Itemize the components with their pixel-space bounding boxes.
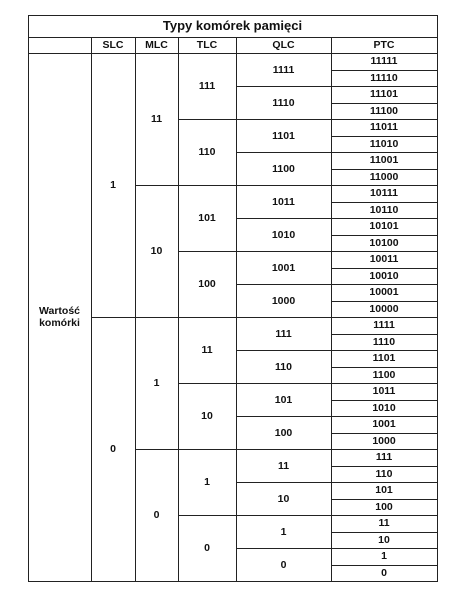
grid-line-h xyxy=(135,317,179,318)
grid-line-h xyxy=(331,301,438,302)
grid-line-h xyxy=(331,86,438,87)
qlc-cell: 1110 xyxy=(272,96,295,109)
ptc-cell: 10100 xyxy=(369,236,399,249)
grid-line-h xyxy=(331,449,438,450)
qlc-cell: 11 xyxy=(277,459,290,472)
grid-line-h xyxy=(28,53,438,54)
grid-line-v xyxy=(28,15,29,582)
ptc-cell: 1000 xyxy=(372,434,396,447)
grid-line-h xyxy=(236,548,332,549)
grid-line-h xyxy=(236,86,332,87)
ptc-cell: 10101 xyxy=(369,220,399,233)
grid-line-h xyxy=(178,449,237,450)
grid-line-h xyxy=(331,218,438,219)
grid-line-h xyxy=(331,103,438,104)
ptc-cell: 11100 xyxy=(369,104,399,117)
ptc-cell: 111 xyxy=(375,451,393,464)
grid-line-h xyxy=(331,350,438,351)
ptc-cell: 10001 xyxy=(369,286,399,299)
grid-line-h xyxy=(178,515,237,516)
ptc-cell: 1010 xyxy=(372,401,396,414)
ptc-cell: 11101 xyxy=(369,88,399,101)
qlc-cell: 101 xyxy=(274,393,293,406)
grid-line-h xyxy=(331,136,438,137)
tlc-cell: 10 xyxy=(201,410,213,422)
grid-line-h xyxy=(236,449,332,450)
grid-line-h xyxy=(331,185,438,186)
grid-line-v xyxy=(135,37,136,582)
ptc-cell: 1111 xyxy=(373,319,395,332)
grid-line-h xyxy=(236,284,332,285)
qlc-cell: 110 xyxy=(275,360,292,373)
grid-line-h xyxy=(236,350,332,351)
grid-line-h xyxy=(331,367,438,368)
qlc-cell: 1111 xyxy=(272,63,295,76)
mlc-cell: 11 xyxy=(150,113,163,125)
grid-line-h xyxy=(331,532,438,533)
ptc-cell: 10110 xyxy=(369,203,399,216)
ptc-cell: 10011 xyxy=(369,253,399,266)
grid-line-h xyxy=(178,251,237,252)
ptc-cell: 10010 xyxy=(369,269,399,282)
slc-cell: 1 xyxy=(110,179,116,191)
header-slc: SLC xyxy=(102,39,124,51)
ptc-cell: 1101 xyxy=(372,352,396,365)
grid-line-h xyxy=(236,251,332,252)
qlc-cell: 111 xyxy=(275,327,292,340)
grid-line-h xyxy=(331,235,438,236)
grid-line-h xyxy=(236,515,332,516)
grid-line-h xyxy=(331,152,438,153)
ptc-cell: 0 xyxy=(381,566,387,579)
ptc-cell: 11110 xyxy=(370,71,398,84)
mlc-cell: 0 xyxy=(153,509,160,521)
ptc-cell: 1001 xyxy=(372,418,396,431)
ptc-cell: 110 xyxy=(375,467,393,480)
ptc-cell: 10 xyxy=(378,533,390,546)
grid-line-h xyxy=(236,317,332,318)
grid-line-h xyxy=(178,119,237,120)
grid-line-h xyxy=(331,548,438,549)
ptc-cell: 1110 xyxy=(372,335,396,348)
grid-line-h xyxy=(28,581,438,582)
qlc-cell: 0 xyxy=(280,558,287,571)
qlc-cell: 1011 xyxy=(272,195,295,208)
qlc-cell: 100 xyxy=(274,426,293,439)
grid-line-h xyxy=(331,202,438,203)
qlc-cell: 1100 xyxy=(272,162,295,175)
ptc-cell: 11 xyxy=(378,517,390,530)
grid-line-h xyxy=(236,152,332,153)
qlc-cell: 1 xyxy=(280,525,287,538)
grid-line-h xyxy=(236,416,332,417)
grid-line-h xyxy=(331,515,438,516)
ptc-cell: 11011 xyxy=(369,121,399,134)
grid-line-h xyxy=(331,268,438,269)
grid-line-h xyxy=(331,383,438,384)
ptc-cell: 1100 xyxy=(372,368,396,381)
tlc-cell: 110 xyxy=(198,146,216,158)
qlc-cell: 1000 xyxy=(271,294,296,307)
grid-line-h xyxy=(331,416,438,417)
ptc-cell: 1 xyxy=(381,550,387,563)
grid-line-h xyxy=(331,317,438,318)
grid-line-h xyxy=(236,218,332,219)
ptc-cell: 11111 xyxy=(370,55,398,68)
ptc-cell: 1011 xyxy=(372,385,396,398)
mlc-cell: 1 xyxy=(153,377,160,389)
grid-line-h xyxy=(331,251,438,252)
grid-line-h xyxy=(331,400,438,401)
qlc-cell: 1101 xyxy=(272,129,295,142)
grid-line-h xyxy=(331,169,438,170)
row-label-cell-value: Wartość komórki xyxy=(38,305,81,329)
grid-line-h xyxy=(28,15,438,16)
ptc-cell: 101 xyxy=(375,484,393,497)
mlc-cell: 10 xyxy=(150,245,163,257)
grid-line-h xyxy=(135,449,179,450)
header-qlc: QLC xyxy=(272,39,295,51)
grid-line-h xyxy=(178,317,237,318)
ptc-cell: 11001 xyxy=(369,154,399,167)
header-ptc: PTC xyxy=(373,39,395,51)
table-title: Typy komórek pamięci xyxy=(162,18,303,33)
ptc-cell: 10000 xyxy=(369,302,399,315)
tlc-cell: 1 xyxy=(204,476,210,488)
tlc-cell: 0 xyxy=(204,542,210,554)
ptc-cell: 11000 xyxy=(369,170,399,183)
grid-line-h xyxy=(91,317,136,318)
grid-line-h xyxy=(331,70,438,71)
qlc-cell: 10 xyxy=(277,492,290,505)
grid-line-h xyxy=(178,185,237,186)
grid-line-v xyxy=(91,37,92,582)
grid-line-h xyxy=(331,565,438,566)
grid-line-h xyxy=(331,433,438,434)
header-tlc: TLC xyxy=(196,39,218,51)
header-mlc: MLC xyxy=(145,39,168,51)
grid-line-h xyxy=(331,334,438,335)
grid-line-h xyxy=(135,185,179,186)
ptc-cell: 100 xyxy=(375,500,393,513)
slc-cell: 0 xyxy=(110,443,116,455)
grid-line-h xyxy=(236,185,332,186)
grid-line-h xyxy=(178,383,237,384)
grid-line-h xyxy=(331,119,438,120)
grid-line-h xyxy=(331,499,438,500)
tlc-cell: 11 xyxy=(201,344,213,356)
grid-line-h xyxy=(236,119,332,120)
grid-line-h xyxy=(236,383,332,384)
ptc-cell: 11010 xyxy=(369,137,399,150)
grid-line-h xyxy=(236,482,332,483)
qlc-cell: 1001 xyxy=(271,261,296,274)
grid-line-v xyxy=(437,15,438,582)
grid-line-h xyxy=(331,284,438,285)
tlc-cell: 100 xyxy=(198,278,216,290)
grid-line-h xyxy=(28,37,438,38)
tlc-cell: 101 xyxy=(198,212,216,224)
qlc-cell: 1010 xyxy=(271,228,296,241)
grid-line-h xyxy=(331,466,438,467)
ptc-cell: 10111 xyxy=(369,187,399,200)
grid-line-h xyxy=(331,482,438,483)
tlc-cell: 111 xyxy=(198,80,216,92)
